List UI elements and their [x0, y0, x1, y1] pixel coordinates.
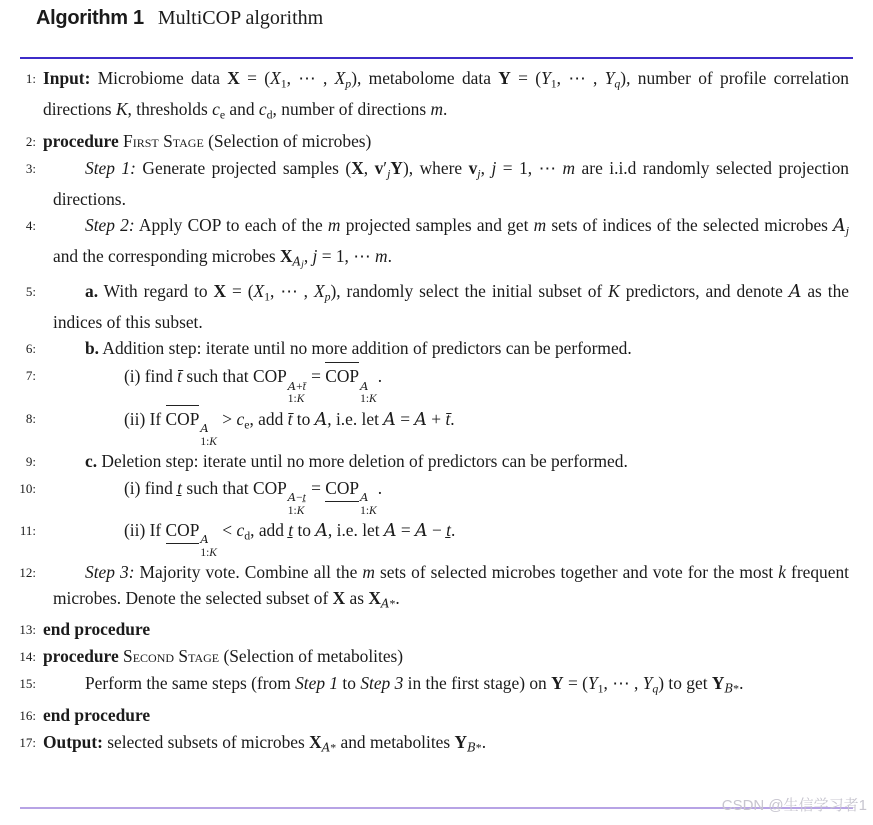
text-segment: A: [360, 490, 369, 505]
text-segment: p: [324, 289, 331, 304]
text-segment: Generate projected samples (: [135, 157, 352, 178]
text-segment: ′: [383, 157, 388, 178]
text-segment: ), metabolome data: [351, 68, 499, 88]
algorithm-line: [0, 212, 849, 278]
text-segment: m: [327, 214, 341, 235]
text-segment: A: [287, 378, 297, 393]
text-segment: p: [345, 76, 352, 91]
line-text: [40, 702, 849, 728]
math-supsub: [200, 422, 217, 448]
text-segment: j: [312, 246, 318, 267]
text-segment: m: [533, 214, 547, 235]
text-segment: A: [383, 410, 396, 431]
text-segment: A: [287, 490, 297, 505]
text-segment: A: [292, 254, 302, 269]
line-text: [40, 65, 849, 128]
text-segment: d: [266, 107, 273, 122]
text-segment: COP: [325, 366, 360, 387]
text-segment: j: [477, 165, 481, 180]
text-segment: A: [788, 282, 802, 303]
text-segment: A: [200, 532, 209, 547]
text-segment: K: [115, 99, 128, 120]
text-segment: 1:: [287, 504, 297, 517]
text-segment: *: [330, 739, 337, 754]
text-segment: , i.e. let: [327, 520, 384, 541]
text-segment: selected subsets of microbes: [102, 731, 310, 752]
math-overline-group: [325, 362, 359, 389]
line-number: 6:: [25, 341, 36, 357]
text-segment: .: [377, 478, 383, 499]
text-segment: =: [395, 409, 415, 430]
text-segment: Step 1:: [85, 157, 136, 178]
text-segment: j: [491, 157, 497, 178]
algorithm-body: [0, 65, 873, 760]
text-segment: end procedure: [43, 619, 151, 640]
text-segment: t̄: [445, 409, 451, 430]
text-segment: COP: [165, 409, 200, 430]
algorithm-line: [0, 475, 849, 517]
text-segment: .: [450, 520, 456, 541]
line-number: 9:: [25, 454, 36, 470]
text-segment: 1: [264, 289, 271, 304]
line-number: 13:: [19, 622, 36, 638]
text-segment: ṯ: [177, 478, 182, 499]
text-segment: 1:: [200, 435, 210, 448]
text-segment: = 1, ⋯: [317, 246, 375, 267]
text-segment: >: [217, 409, 237, 430]
text-segment: .: [387, 246, 392, 267]
text-segment: to: [293, 520, 316, 541]
text-segment: Y: [454, 731, 468, 752]
line-text: [40, 559, 849, 616]
text-segment: X: [351, 157, 364, 178]
text-segment: K: [369, 392, 377, 405]
text-segment: Y: [551, 673, 564, 694]
text-segment: Input:: [43, 68, 91, 88]
text-segment: Majority vote. Combine all the: [134, 561, 363, 582]
line-number: 14:: [19, 649, 36, 665]
text-segment: +: [426, 409, 446, 430]
text-segment: X: [309, 731, 322, 752]
text-segment: 1: [597, 681, 604, 696]
text-segment: 1: [550, 76, 557, 91]
text-segment: j: [845, 223, 850, 238]
line-text: [40, 448, 849, 474]
text-segment: q: [614, 76, 621, 91]
text-segment: =: [396, 520, 416, 541]
algorithm-line: [0, 278, 849, 335]
text-segment: t̄: [302, 380, 306, 393]
text-segment: Y: [604, 68, 615, 88]
text-segment: Y: [541, 68, 551, 88]
line-text: [40, 643, 849, 669]
text-segment: , ⋯ ,: [556, 68, 605, 88]
text-segment: X: [313, 281, 325, 302]
text-segment: = (: [239, 68, 271, 88]
line-number: 7:: [25, 368, 36, 384]
text-segment: , ⋯ ,: [270, 281, 314, 302]
text-segment: b.: [85, 338, 100, 359]
algorithm-line: [0, 729, 849, 760]
text-segment: predictors, and denote: [619, 281, 789, 302]
text-segment: 1: [280, 76, 287, 91]
text-segment: *: [389, 596, 396, 611]
text-segment: as the indices of this subset.: [53, 281, 849, 333]
line-number: 5:: [25, 284, 36, 300]
text-segment: t̄: [177, 366, 182, 387]
text-segment: K: [369, 504, 377, 517]
caption-rule: [20, 57, 853, 59]
text-segment: t̄: [287, 409, 293, 430]
text-segment: such that COP: [181, 366, 287, 387]
text-segment: ,: [303, 246, 313, 267]
text-segment: Deletion step: iterate until no more deletion of predictors can be performed.: [97, 451, 628, 472]
text-segment: (i) find: [124, 478, 178, 499]
text-segment: X: [227, 68, 240, 88]
text-segment: ), number of profile correlation directions: [43, 68, 849, 120]
line-text: [40, 729, 849, 760]
text-segment: procedure: [43, 646, 119, 667]
text-segment: and: [225, 99, 259, 120]
text-segment: A: [383, 521, 397, 542]
text-segment: ), randomly select the initial subset of: [330, 281, 609, 302]
text-segment: A: [380, 596, 390, 611]
text-segment: and metabolites: [336, 731, 455, 752]
math-underline-group: [325, 475, 359, 502]
line-text: [40, 278, 849, 335]
text-segment: (i) find: [124, 366, 178, 387]
line-number: 1:: [25, 71, 36, 86]
text-segment: ,: [363, 157, 375, 178]
line-text: [40, 335, 849, 361]
algorithm-line: [0, 559, 849, 616]
algorithm-line: [0, 670, 849, 701]
text-segment: ṯ: [288, 520, 294, 541]
text-segment: A: [200, 421, 209, 436]
text-segment: K: [209, 546, 217, 559]
text-segment: .: [443, 99, 448, 120]
math-supsub: [288, 380, 306, 406]
text-segment: ṯ: [446, 520, 451, 541]
line-text: [40, 475, 849, 517]
text-segment: j: [387, 165, 391, 180]
text-segment: frequent microbes. Denote the selected subset of: [53, 561, 849, 608]
algorithm-line: [0, 155, 849, 212]
line-number: 2:: [25, 133, 36, 149]
text-segment: projected samples and get: [340, 214, 534, 235]
text-segment: Step 2:: [85, 214, 135, 235]
text-segment: (ii) If: [124, 520, 166, 541]
text-segment: .: [481, 731, 487, 752]
algorithm-line: [0, 335, 849, 362]
text-segment: Step 1: [295, 673, 339, 694]
line-number: 15:: [19, 676, 36, 692]
text-segment: , add: [250, 520, 289, 541]
text-segment: X: [334, 68, 346, 88]
text-segment: and the corresponding microbes: [53, 246, 280, 267]
text-segment: Step 3: [360, 673, 404, 694]
algorithm-line: [0, 702, 849, 729]
text-segment: A: [315, 521, 328, 542]
text-segment: A: [414, 410, 427, 431]
text-segment: e: [219, 107, 226, 122]
text-segment: K: [296, 504, 305, 517]
text-segment: ṯ: [302, 492, 306, 505]
text-segment: q: [652, 681, 659, 696]
text-segment: m: [430, 99, 444, 120]
text-segment: =: [306, 366, 326, 387]
text-segment: sets of indices of the selected microbes: [546, 214, 834, 235]
text-segment: X: [332, 587, 346, 608]
text-segment: Apply COP to each of the: [134, 214, 328, 235]
text-segment: c: [258, 99, 267, 120]
algorithm-line: [0, 128, 849, 155]
algorithm-line: [0, 643, 849, 670]
text-segment: = (: [226, 281, 254, 302]
text-segment: Output:: [43, 731, 103, 752]
algorithm-line: [0, 405, 849, 448]
text-segment: COP: [325, 478, 360, 499]
text-segment: v: [374, 157, 384, 178]
text-segment: c: [212, 99, 220, 120]
math-supsub: [200, 533, 217, 559]
algorithm-line: [0, 448, 849, 475]
text-segment: ) to get: [658, 673, 712, 694]
text-segment: A: [415, 521, 428, 542]
text-segment: .: [739, 673, 744, 694]
text-segment: m: [375, 246, 388, 267]
text-segment: B: [724, 681, 734, 696]
text-segment: 1:: [200, 546, 210, 559]
text-segment: (ii) If: [124, 409, 166, 430]
text-segment: 1:: [360, 392, 370, 405]
line-text: [40, 128, 849, 154]
text-segment: Y: [587, 673, 598, 694]
text-segment: X: [368, 587, 381, 608]
text-segment: =: [306, 478, 326, 499]
algorithm-caption-title: MultiCOP algorithm: [157, 7, 324, 29]
text-segment: j: [301, 259, 304, 271]
text-segment: Y: [711, 673, 725, 694]
text-segment: = (: [510, 68, 542, 88]
line-number: 8:: [25, 411, 36, 427]
text-segment: sets of selected microbes together and vote for the most: [374, 561, 779, 582]
text-segment: −: [427, 520, 447, 541]
line-text: [40, 405, 849, 448]
text-segment: <: [217, 520, 237, 541]
line-number: 4:: [25, 217, 36, 233]
text-segment: ), where: [402, 157, 469, 178]
algorithm-line: [0, 517, 849, 559]
text-segment: a.: [85, 281, 99, 302]
math-supsub: [360, 491, 377, 517]
math-supsub: [360, 380, 377, 406]
watermark: CSDN @生信学习者1: [721, 797, 867, 814]
text-segment: .: [395, 587, 400, 608]
math-supsub: [288, 491, 306, 517]
line-number: 3:: [25, 160, 36, 176]
line-number: 12:: [19, 564, 36, 580]
text-segment: 1:: [360, 504, 370, 517]
text-segment: (Selection of microbes): [203, 130, 372, 151]
line-number: 16:: [19, 707, 36, 723]
text-segment: in the first stage) on: [403, 673, 552, 694]
line-number: 11:: [19, 523, 36, 539]
text-segment: v: [468, 157, 478, 178]
text-segment: COP: [165, 520, 200, 541]
text-segment: to: [292, 409, 315, 430]
text-segment: A: [314, 410, 328, 431]
text-segment: Addition step: iterate until no more addition of predictors can be performed.: [99, 338, 632, 359]
text-segment: e: [244, 417, 250, 432]
line-text: [40, 155, 849, 212]
text-segment: m: [362, 561, 375, 582]
algorithm-line: [0, 616, 849, 643]
text-segment: c: [236, 520, 245, 541]
text-segment: are i.i.d randomly selected projection directions.: [53, 157, 849, 209]
text-segment: Step 3:: [85, 561, 135, 582]
text-segment: , i.e. let: [327, 409, 384, 430]
text-segment: K: [296, 392, 305, 405]
text-segment: With regard to: [98, 281, 214, 302]
text-segment: (Selection of metabolites): [219, 646, 404, 667]
text-segment: Perform the same steps (from: [85, 673, 296, 694]
text-segment: X: [253, 281, 265, 302]
text-segment: First Stage: [123, 130, 204, 151]
text-segment: A: [360, 378, 369, 393]
text-segment: 1:: [287, 392, 297, 405]
text-segment: X: [213, 281, 227, 302]
line-text: [40, 517, 849, 559]
text-segment: .: [450, 409, 455, 430]
text-segment: Microbiome data: [90, 68, 228, 88]
text-segment: m: [562, 157, 576, 178]
text-segment: .: [377, 366, 383, 387]
text-segment: +: [296, 380, 303, 393]
text-segment: d: [244, 528, 251, 543]
text-segment: X: [270, 68, 281, 88]
text-segment: such that COP: [181, 478, 287, 499]
text-segment: −: [296, 492, 303, 505]
text-segment: K: [608, 281, 620, 302]
line-text: [40, 212, 849, 278]
line-text: [40, 616, 849, 642]
math-underline-group: [166, 517, 200, 544]
line-number: 17:: [19, 734, 36, 750]
text-segment: , add: [249, 409, 288, 430]
text-segment: , ⋯ ,: [603, 673, 643, 694]
text-segment: to: [338, 673, 361, 694]
math-overline-group: [166, 405, 200, 432]
text-segment: X: [279, 246, 293, 267]
algorithm-line: [0, 65, 849, 128]
algorithm-caption-label: Algorithm 1: [36, 7, 144, 29]
text-segment: , ⋯ ,: [286, 68, 335, 88]
line-text: [40, 362, 849, 405]
text-segment: Y: [498, 68, 511, 88]
text-segment: k: [778, 561, 786, 582]
text-segment: *: [475, 739, 482, 754]
text-segment: = 1, ⋯: [496, 157, 563, 178]
text-segment: as: [345, 587, 369, 608]
text-segment: Second Stage: [123, 646, 220, 667]
text-segment: c.: [85, 451, 98, 472]
text-segment: B: [467, 739, 476, 754]
line-text: [40, 670, 849, 701]
algorithm-caption: [36, 7, 873, 30]
text-segment: K: [209, 435, 217, 448]
text-segment: , thresholds: [127, 99, 213, 120]
text-segment: A: [321, 739, 331, 754]
text-segment: ,: [480, 157, 492, 178]
line-number: 10:: [19, 481, 36, 497]
algorithm-line: [0, 362, 849, 405]
text-segment: A: [833, 215, 846, 236]
text-segment: Y: [390, 157, 403, 178]
text-segment: Y: [642, 673, 653, 694]
text-segment: procedure: [43, 130, 119, 151]
text-segment: c: [236, 409, 245, 430]
text-segment: *: [733, 681, 740, 696]
text-segment: , number of directions: [272, 99, 431, 120]
text-segment: = (: [563, 673, 588, 694]
text-segment: end procedure: [43, 704, 151, 725]
